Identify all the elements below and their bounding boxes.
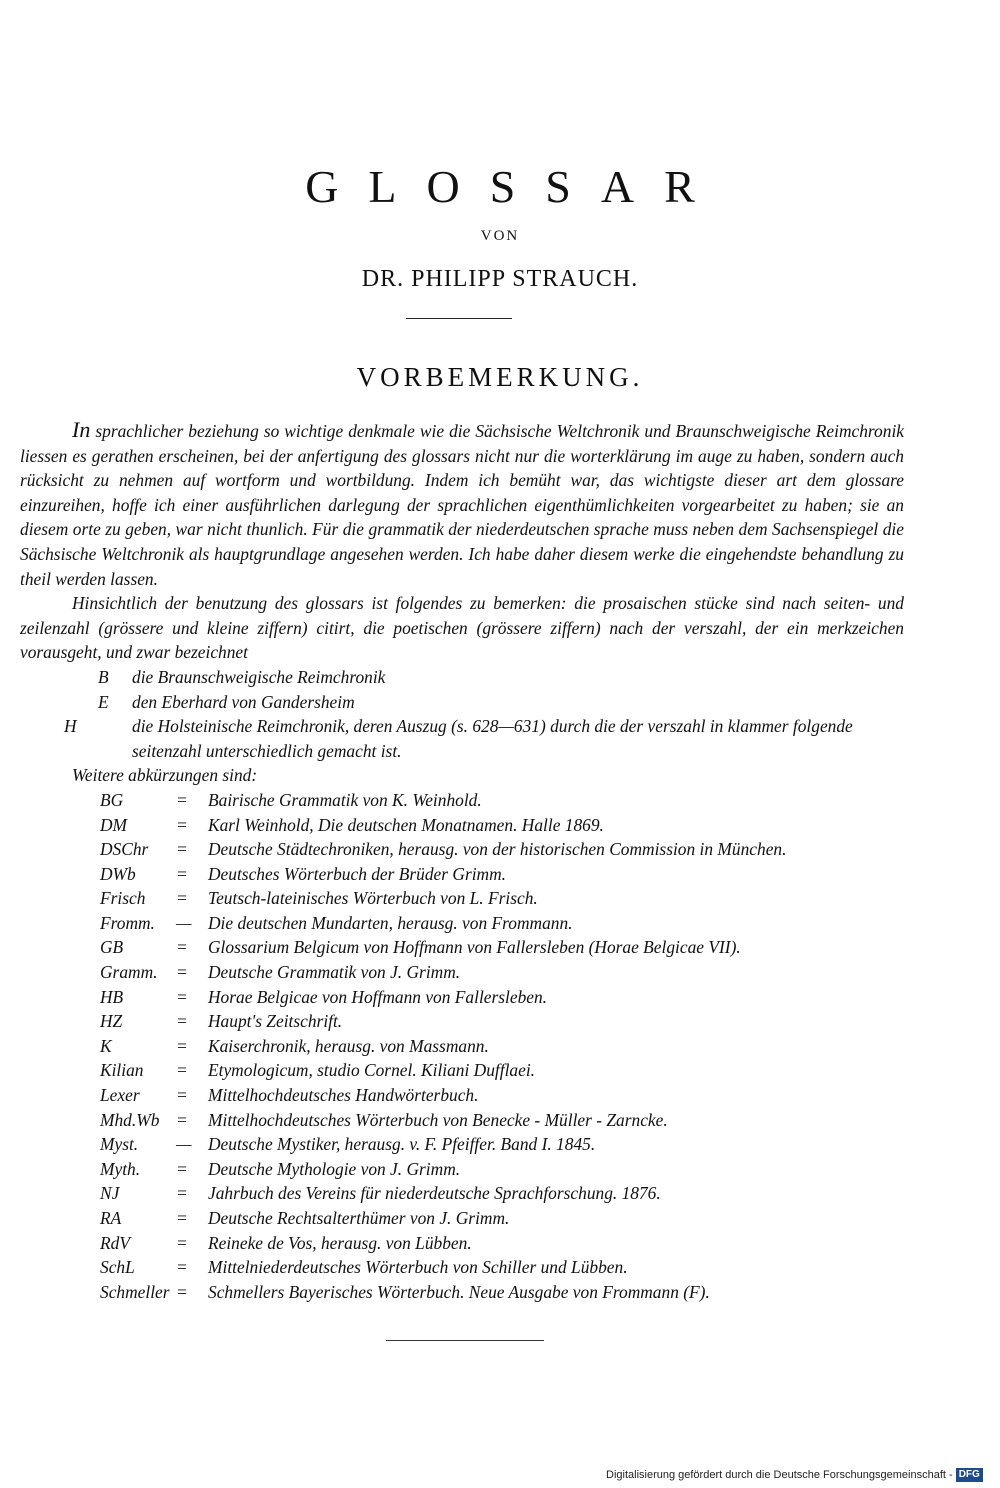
abbreviation-equals: — bbox=[176, 912, 192, 933]
abbreviation-text: Deutsche Städtechroniken, herausg. von der historischen Commission in München. bbox=[208, 839, 787, 860]
abbreviation-item bbox=[20, 837, 904, 862]
abbreviation-text: Teutsch-lateinisches Wörterbuch von L. Frisch. bbox=[208, 888, 538, 909]
von-label: VON bbox=[480, 228, 520, 244]
abbreviation-key: Schmeller bbox=[100, 1281, 170, 1302]
abbreviation-equals: = bbox=[176, 1232, 188, 1253]
abbreviation-equals: = bbox=[176, 789, 188, 810]
abbreviation-text: Karl Weinhold, Die deutschen Monatnamen. Halle 1869. bbox=[208, 814, 604, 835]
sigla-item bbox=[20, 665, 904, 690]
abbreviation-equals: = bbox=[176, 1011, 188, 1032]
abbreviation-key: Myst. bbox=[100, 1134, 139, 1155]
author-name: DR. PHILIPP STRAUCH. bbox=[361, 266, 639, 292]
abbreviation-key: BG bbox=[100, 789, 124, 810]
title-divider bbox=[406, 318, 512, 319]
abbreviation-list bbox=[20, 788, 904, 1304]
sigla-text: die Holsteinische Reimchronik, deren Auszug (s. 628—631) durch die der verszahl in klammer folgende seitenzahl unterschiedlich gemacht ist. bbox=[132, 716, 853, 761]
abbreviation-equals: = bbox=[176, 839, 188, 860]
abbreviation-key: Frisch bbox=[100, 888, 146, 909]
abbreviation-equals: = bbox=[176, 1060, 188, 1081]
abbreviation-item bbox=[20, 788, 904, 813]
abbreviation-equals: = bbox=[176, 1158, 188, 1179]
abbreviation-key: HZ bbox=[100, 1011, 123, 1032]
dfg-logo: DFG bbox=[956, 1468, 983, 1482]
abbreviation-equals: = bbox=[176, 1183, 188, 1204]
abbreviation-key: GB bbox=[100, 937, 124, 958]
abbreviation-item bbox=[20, 960, 904, 985]
abbreviation-item bbox=[20, 1132, 904, 1157]
abbreviation-equals: = bbox=[176, 814, 188, 835]
abbreviation-equals: — bbox=[176, 1134, 192, 1155]
abbreviation-text: Jahrbuch des Vereins für niederdeutsche Sprachforschung. 1876. bbox=[208, 1183, 661, 1204]
abbreviation-text: Mittelniederdeutsches Wörterbuch von Schiller und Lübben. bbox=[208, 1257, 628, 1278]
abbreviation-equals: = bbox=[176, 1208, 188, 1228]
paragraph-intro-text: sprachlicher beziehung so wichtige denkmale wie die Sächsische Weltchronik und Braunschweigische Reimchronik liessen es gerathen erscheinen, bei der anfertigung des glossars nicht nur die worterklärung im auge zu haben, sondern auch rücksicht zu nehmen auf wortform und wortbildung. Indem ich bemüht war, das wichtigste dieser art dem glossare einzureihen, hoffe ich einer ausführlichen darlegung der sprachlichen eigenthümlichkeiten vorgearbeitet zu haben; sie an diesem orte zu geben, war nicht thunlich. Für die grammatik der niederdeutschen sprache muss neben dem Sachsenspiegel die Sächsische Weltchronik als hauptgrundlage angesehen werden. Ich habe daher diesem werke die eingehendste behandlung zu theil werden lassen. bbox=[20, 421, 904, 589]
abbreviation-equals: = bbox=[176, 1281, 188, 1302]
abbreviation-text: Die deutschen Mundarten, herausg. von Frommann. bbox=[208, 912, 573, 933]
abbreviation-text: Horae Belgicae von Hoffmann von Fallersleben. bbox=[208, 986, 548, 1007]
abbreviation-item bbox=[20, 1083, 904, 1108]
abbreviation-text: Deutsche Grammatik von J. Grimm. bbox=[208, 962, 461, 983]
footer-text: Digitalisierung gefördert durch die Deutsche Forschungsgemeinschaft - bbox=[606, 1469, 953, 1481]
abbreviation-key: DWb bbox=[100, 863, 136, 884]
sigla-key: H bbox=[64, 716, 77, 737]
abbreviation-text: Haupt's Zeitschrift. bbox=[208, 1011, 343, 1032]
abbreviation-key: Mhd.Wb bbox=[100, 1109, 160, 1130]
abbreviation-key: DSChr bbox=[100, 839, 149, 860]
abbreviation-item bbox=[20, 1280, 904, 1305]
abbreviation-key: RdV bbox=[100, 1232, 130, 1253]
paragraph-usage: Hinsichtlich der benutzung des glossars ist folgendes zu bemerken: die prosaischen stücke sind nach seiten- und zeilenzahl (grössere und kleine ziffern) citirt, die poetischen (grössere ziffern) nach der verszahl, der ein merkzeichen vorausgeht, und zwar bezeichnet bbox=[20, 593, 904, 663]
sigla-text: die Braunschweigische Reimchronik bbox=[132, 666, 386, 687]
abbreviation-key: SchL bbox=[100, 1257, 135, 1278]
page-title: GLOSSAR bbox=[305, 161, 725, 212]
abbreviation-item bbox=[20, 862, 904, 887]
abbreviation-text: Mittelhochdeutsches Handwörterbuch. bbox=[208, 1085, 479, 1106]
abbreviation-item bbox=[20, 1034, 904, 1059]
abbreviation-key: Kilian bbox=[100, 1060, 144, 1081]
abbreviation-text: Etymologicum, studio Cornel. Kiliani Dufflaei. bbox=[208, 1060, 536, 1081]
abbreviation-equals: = bbox=[176, 1035, 188, 1056]
abbreviation-item bbox=[20, 911, 904, 936]
abbreviation-item bbox=[20, 1157, 904, 1182]
section-heading: VORBEMERKUNG. bbox=[356, 362, 644, 392]
abbreviation-equals: = bbox=[176, 888, 188, 909]
abbreviation-item bbox=[20, 1255, 904, 1280]
abbreviation-equals: = bbox=[176, 937, 188, 958]
abbreviation-key: Gramm. bbox=[100, 962, 158, 983]
abbreviation-text: Deutsche Mythologie von J. Grimm. bbox=[208, 1158, 461, 1179]
abbreviation-item bbox=[20, 1181, 904, 1206]
abbreviation-text: Reineke de Vos, herausg. von Lübben. bbox=[208, 1232, 472, 1253]
abbreviation-item bbox=[20, 1108, 904, 1133]
abbreviation-text: Bairische Grammatik von K. Weinhold. bbox=[208, 789, 482, 810]
abbreviation-equals: = bbox=[176, 1085, 188, 1106]
abbreviation-item bbox=[20, 1009, 904, 1034]
abbreviation-key: RA bbox=[100, 1208, 122, 1228]
sigla-item bbox=[20, 690, 904, 715]
abbreviation-item bbox=[20, 1206, 904, 1231]
abbreviation-item bbox=[20, 886, 904, 911]
abbreviation-equals: = bbox=[176, 1257, 188, 1278]
abbreviation-item bbox=[20, 1058, 904, 1083]
footer-credit bbox=[606, 1465, 1000, 1485]
sigla-key: B bbox=[98, 666, 109, 687]
abbreviation-equals: = bbox=[176, 986, 188, 1007]
abbreviation-item bbox=[20, 935, 904, 960]
abbreviation-text: Deutsche Rechtsalterthümer von J. Grimm. bbox=[208, 1208, 510, 1228]
abbreviation-equals: = bbox=[176, 962, 188, 983]
abbreviation-key: DM bbox=[100, 814, 128, 835]
sigla-key: E bbox=[98, 691, 109, 712]
end-divider bbox=[386, 1340, 544, 1341]
paragraph-intro bbox=[20, 418, 904, 591]
abbreviation-key: HB bbox=[100, 986, 124, 1007]
abbreviation-equals: = bbox=[176, 1109, 188, 1130]
abbreviation-key: Myth. bbox=[100, 1158, 141, 1179]
abbreviation-item bbox=[20, 813, 904, 838]
sigla-text: den Eberhard von Gandersheim bbox=[132, 691, 355, 712]
abbreviation-text: Deutsche Mystiker, herausg. v. F. Pfeiffer. Band I. 1845. bbox=[208, 1134, 596, 1155]
abbreviation-key: Lexer bbox=[100, 1085, 140, 1106]
abbreviation-item bbox=[20, 1231, 904, 1256]
abbreviation-item bbox=[20, 985, 904, 1010]
abbreviation-key: K bbox=[100, 1035, 112, 1056]
abbreviation-text: Deutsches Wörterbuch der Brüder Grimm. bbox=[208, 863, 507, 884]
sigla-item bbox=[20, 714, 904, 763]
body-text bbox=[20, 418, 904, 1304]
abbreviation-key: NJ bbox=[100, 1183, 120, 1204]
paragraph-initial: In bbox=[72, 417, 91, 442]
abbreviation-text: Mittelhochdeutsches Wörterbuch von Benecke - Müller - Zarncke. bbox=[208, 1109, 668, 1130]
abbreviation-equals: = bbox=[176, 863, 188, 884]
abbreviations-intro: Weitere abkürzungen sind: bbox=[72, 765, 258, 786]
abbreviation-text: Glossarium Belgicum von Hoffmann von Fallersleben (Horae Belgicae VII). bbox=[208, 937, 741, 958]
abbreviation-text: Schmellers Bayerisches Wörterbuch. Neue Ausgabe von Frommann (F). bbox=[208, 1281, 710, 1302]
sigla-list bbox=[20, 665, 904, 763]
abbreviation-text: Kaiserchronik, herausg. von Massmann. bbox=[208, 1035, 489, 1056]
abbreviation-key: Fromm. bbox=[100, 912, 155, 933]
